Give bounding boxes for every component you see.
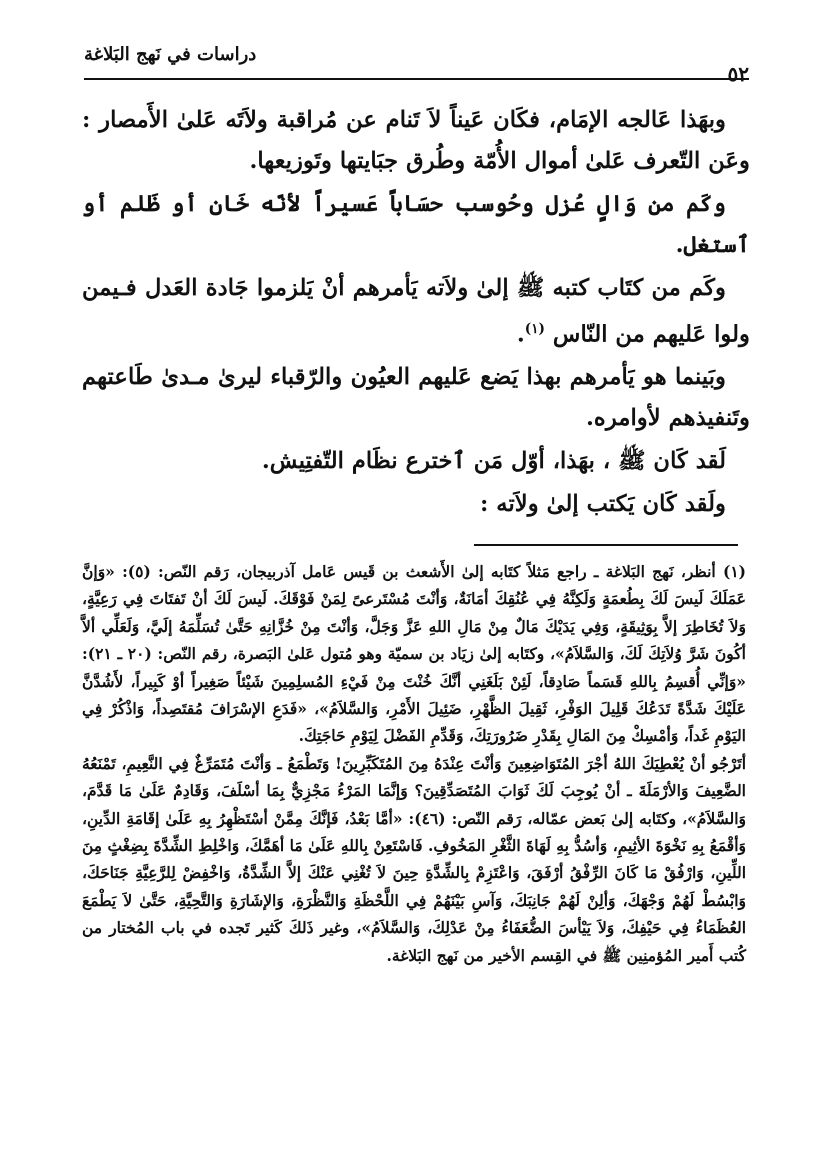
paragraph-4: وبَينما هو يَأمرهم بهذا يَضع عَليهم العيُون والرّقباء ليرىٰ مـدىٰ طَاعتهم وتَنفيذهم لأوامره. [82,364,750,431]
main-text [82,100,750,527]
footnote-reference[interactable]: (١) [524,320,545,337]
footnote-section [82,558,746,969]
paragraph-3-text: وكَم من كتَاب كتبه ﷺ إلىٰ ولاَته يَأمرهم أنْ يَلزموا جَادة العَدل فـيمن ولوا عَليهم من النّاس [82,274,750,348]
footnote-marker: (١) [722,562,746,581]
paragraph-3-end: . [516,321,525,348]
paragraph-3 [82,268,750,355]
paragraph-6: ولَقد كَان يَكتب إلىٰ ولاَته : [480,490,726,517]
paragraph-1: وبهَذا عَالجه الإمَام، فكَان عَيناً لاَ تَنام عن مُراقبة ولاَتَه عَلىٰ الأَمصار : وعَن التّعرف عَلىٰ أموال الأُمّة وطُرق جبَايتها وتَوزيعها. [82,107,750,174]
footnote-paragraph-1 [82,558,746,750]
running-title: دراسات في نَهج البَلاغة [84,44,257,65]
footnote-divider [474,544,738,546]
footnote-text-1: أنظر، نَهج البَلاغة ـ راجع مَثلاً كتَابه إلىٰ الأَشعث بن قَيس عَامل آذربيجان، رَقم النّص: (٥): «وَإنَّ عَمَلَكَ لَيسَ لَكَ بِطُعمَةٍ وَلَكِنَّهُ فِي عُنُقِكَ أمَانَةٌ، وَأنْتَ مُسْتَرعىً لِمَنْ فَوْقَكَ. لَيسَ لَكَ أنْ تَفتَاتَ فِي رَعِيَّةٍ، وَلاَ تُخَاطِرَ إلاَّ بِوَثِيقَةٍ، وَفِي يَدَيْكَ مَالٌ مِنْ مَالِ اللهِ عَزَّ وَجَلَّ، وَأنْتَ مِنْ خُزَّانِهِ حَتَّىٰ تُسَلِّمَهُ إلَيَّ، وَلَعَلِّي ألاَّ أكُونَ شَرَّ وُلاَتِكَ لَكَ، وَالسَّلاَمُ»، وكتَابه إلىٰ زيَاد بن سميّة وهو مُتول عَلىٰ البَصرة، رقم النّص: (٢٠ ـ ٢١): «وَإنِّي أُقسِمُ بِاللهِ قَسَماً صَادِقاً، لَئِنْ بَلَغَنِي أنَّكَ خُنْتَ مِنْ فَيْءِ المُسلِمِينَ شَيْئاً صَغِيراً أوْ كَبِيراً، لأَشُدَّنَّ عَلَيْكَ شَدَّةً تَدَعُكَ قَلِيلَ الوَفْرِ، ثَقِيلَ الظَّهْرِ، ضَئِيلَ الأَمْرِ، وَالسَّلاَمُ»، «فَدَعِ الإسْرَافَ مُقتَصِداً، وَاذْكُرْ فِي اليَوْمِ غَداً، وَأمْسِكْ مِنَ المَالِ بِقَدْرِ ضَرُورَتِكَ، وَقَدِّمِ الفَضْلَ لِيَوْمِ حَاجَتِكَ. [82,562,746,746]
footnote-paragraph-2: أتَرْجُو أنْ يُعْطِيَكَ اللهُ أجْرَ المُتَوَاضِعِينَ وَأنْتَ عِنْدَهُ مِنَ المُتَكَبِّرِينَ! وَتَطْمَعُ ـ وَأنْتَ مُتَمَرِّغٌ فِي النَّعِيمِ، تَمْنَعُهُ الضَّعِيفَ وَالأرْمَلَةَ ـ أنْ يُوجِبَ لَكَ ثَوَابَ المُتَصَدِّقِينَ؟ وَإنَّمَا المَرْءُ مَجْزِيٌّ بِمَا أسْلَفَ، وَقَادِمٌ عَلَىٰ مَا قَدَّمَ، وَالسَّلاَمُ»، وكتَابه إلىٰ بَعض عمّاله، رَقم النّص: (٤٦): «أمَّا بَعْدُ، فَإنَّكَ مِمَّنْ أسْتَظْهِرُ بِهِ عَلَىٰ إقَامَةِ الدِّينِ، وَأقْمَعُ بِهِ نَخْوَةَ الأثِيمِ، وَأسُدُّ بِهِ لَهَاةَ الثَّغْرِ المَخُوفِ. فَاسْتَعِنْ بِاللهِ عَلَىٰ مَا أهَمَّكَ، وَاخْلِطِ الشِّدَّةَ بِضِغْثٍ مِنَ اللِّينِ، وَارْفُقْ مَا كَانَ الرِّفْقُ أرْفَقَ، وَاعْتَزِمْ بِالشِّدَّةِ حِينَ لاَ تُغْنِي عَنْكَ إلاَّ الشِّدَّةُ، وَاخْفِضْ لِلرَّعِيَّةِ جَنَاحَكَ، وَابْسُطْ لَهُمْ وَجْهَكَ، وَألِنْ لَهُمْ جَانِبَكَ، وَآسِ بَيْنَهُمْ فِي اللَّحْظَةِ وَالنَّظْرَةِ، وَالإشَارَةِ وَالتَّحِيَّةِ، حَتَّىٰ لاَ يَطْمَعَ العُظَمَاءُ فِي حَيْفِكَ، وَلاَ يَيْأسَ الضُّعَفَاءُ مِنْ عَدْلِكَ، وَالسَّلاَمُ»، وغير ذَلكَ كَثير تَجده في باب المُختار من كُتب أَمير المُؤمنِين ﷺ في القِسم الأخير من نَهج البَلاغة. [82,753,746,965]
paragraph-5: لَقد كَان ﷺ ، بهَذا، أوّل مَن ٱخترع نظَام التّفتِيش. [261,447,726,474]
page-header [84,40,749,86]
page-number: ٥٢ [727,62,749,86]
header-divider [84,78,749,80]
paragraph-2: وكَم من وَالٍ عُزل وحُوسب حسَاباً عَسيراً لأنّه خَان أو ظَلم أو ٱستغل. [82,190,750,258]
